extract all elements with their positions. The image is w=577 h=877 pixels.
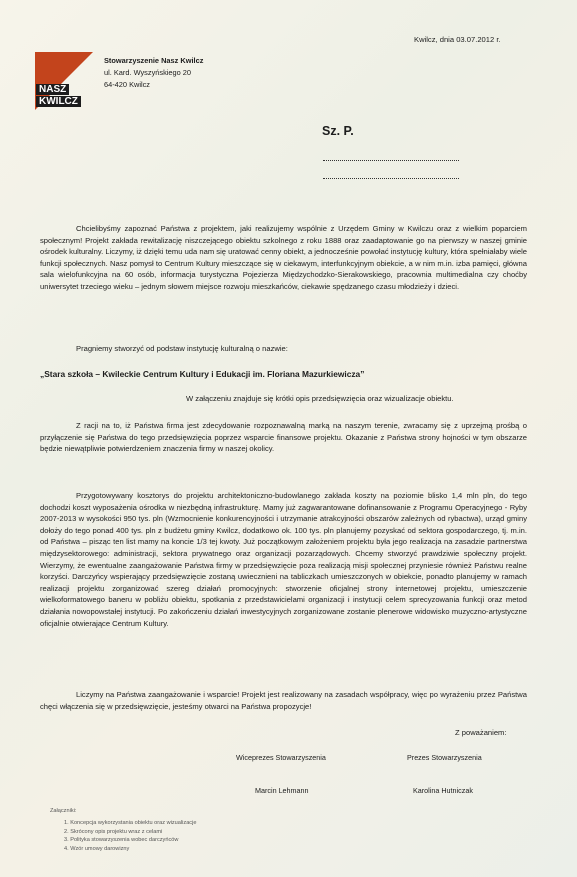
- logo-text-line2: KWILCZ: [36, 96, 81, 107]
- logo: [35, 52, 93, 110]
- regards: Z poważaniem:: [455, 728, 507, 737]
- org-street: ul. Kard. Wyszyńskiego 20: [104, 68, 192, 77]
- signature-title-vice: Wiceprezes Stowarzyszenia: [236, 753, 326, 762]
- org-city: 64-420 Kwilcz: [104, 80, 151, 89]
- org-address: [104, 55, 203, 91]
- paragraph-request: Z racji na to, iż Państwa firma jest zdecydowanie rozpoznawalną marką na naszym terenie, zwracamy się z uprzejmą prośbą o przyłączenie się Państwa do tego przedsięwzięcia poprzez wsparcie finansowe projektu. Okazanie z Państwa strony hojności w tym obszarze będzie niewątpliwie potwierdzeniem znaczenia firmy w naszej okolicy.: [40, 421, 527, 454]
- attachments-heading: Załączniki:: [50, 808, 77, 814]
- paragraph-closing: Liczymy na Państwa zaangażowanie i wsparcie! Projekt jest realizowany na zasadach współpracy, więc po wyrażeniu przez Państwa chęci włączenia się w przedsięwzięcie, jesteśmy otwarci na Państwa propozycje!: [40, 690, 527, 711]
- paragraph-budget: Przygotowywany kosztorys do projektu architektoniczno-budowlanego zakłada koszty na poziomie blisko 1,4 mln pln, do tego dochodzi koszt wyposażenia ośrodka w niezbędną infrastrukturę. Mamy już zagwarantowane dofinansowanie z Programu Operacyjnego - Ryby 2007-2013 w wysokości 950 tys. pln (Wzmocnienie konkurencyjności i utrzymanie atrakcyjności obszarów zależnych od rybactwa), urząd gminy dołoży do tego ponad 400 tys. pln z budżetu gminy Kwilcz, dodatkowo ok. 100 tys. pln planujemy pozyskać od sektora gospodarczego, tj. m.in. od Państwa – pisząc ten list mamy na koncie 1/3 tej kwoty. Już początkowym założeniem projektu była jego realizacja na zasadzie partnerstwa międzysektorowego: administracji, sektora prywatnego oraz organizacji pozarządowych. Chcemy stworzyć prawdziwie społeczny projekt. Wierzymy, że ewentualne zaangażowanie Państwa firmy w przedsięwzięcie poza realizacją misji społecznej przyniesie również Państwu realne korzyści. Darczyńcy wspierający przedsięwzięcie zostaną uwiecznieni na tabliczkach umieszczonych w obiekcie, ponadto planujemy w ramach realizacji projektu zorganizować szereg działań promocyjnych: stworzenie oficjalnej strony internetowej projektu, umieszczenie wielkoformatowego baneru w pobliżu obiektu, spotkania z przedstawicielami organizacji i instytucji celem sprecyzowania funkcji oraz metod działania nowopowstałej instytucji. Po zakończeniu działań inwestycyjnych zorganizowane zostanie plenerowe widowisko muzyczno-artystyczne oficjalnie otwierające Centrum Kultury.: [40, 491, 527, 628]
- recipient-line-1: [323, 160, 459, 161]
- org-name: Stowarzyszenie Nasz Kwilcz: [104, 56, 204, 65]
- signature-title-president: Prezes Stowarzyszenia: [407, 753, 482, 762]
- paragraph-intro: Chcielibyśmy zapoznać Państwa z projektem, jaki realizujemy wspólnie z Urzędem Gminy w Kwilczu oraz z wielkim poparciem społecznym! Projekt zakłada rewitalizację niszczejącego obiektu szkolnego z roku 1888 oraz zaadaptowanie go na pierwszy w naszej gminie ośrodek kulturalny. Liczymy, iż dzięki temu uda nam się uratować cenny obiekt, a jednocześnie powołać instytucję kultury, która spełniałaby wiele funkcji społecznych. Nasz pomysł to Centrum Kultury mieszczące się w ciekawym, interfunkcyjnym obiekcie, a w nim m.in. izba pamięci, główna sala wielofunkcyjna na 60 osób, informacja turystyczna Pojezierza Międzychodzko-Sierakowskiego, pracownia multimedialna czy choćby uniwersytet trzeciego wieku – jednym słowem miejsce rozwoju mieszkańców, ciekawie spędzanego czasu młodzieży i dzieci.: [40, 224, 527, 291]
- attachment-item: 2. Skrócony opis projektu wraz z celami: [64, 828, 163, 835]
- logo-text-line1: NASZ: [36, 84, 69, 95]
- signature-name-vice: Marcin Lehmann: [255, 786, 309, 795]
- paragraph-attachment-note: W załączeniu znajduje się krótki opis przedsięwzięcia oraz wizualizacje obiektu.: [186, 394, 454, 403]
- institution-name: „Stara szkoła – Kwileckie Centrum Kultury i Edukacji im. Floriana Mazurkiewicza”: [40, 369, 365, 379]
- attachment-item: 4. Wzór umowy darowizny: [64, 845, 130, 852]
- signature-name-president: Karolina Hutniczak: [413, 786, 473, 795]
- attachment-item: 1. Koncepcja wykorzystania obiektu oraz wizualizacje: [64, 820, 197, 826]
- salutation: Sz. P.: [322, 124, 354, 138]
- attachment-item: 3. Polityka stowarzyszenia wobec darczyńców: [64, 837, 179, 843]
- date-line: Kwilcz, dnia 03.07.2012 r.: [414, 35, 501, 44]
- recipient-line-2: [323, 178, 459, 179]
- paragraph-institution-intro: Pragniemy stworzyć od podstaw instytucję kulturalną o nazwie:: [76, 344, 288, 353]
- attachments-list: [64, 819, 196, 853]
